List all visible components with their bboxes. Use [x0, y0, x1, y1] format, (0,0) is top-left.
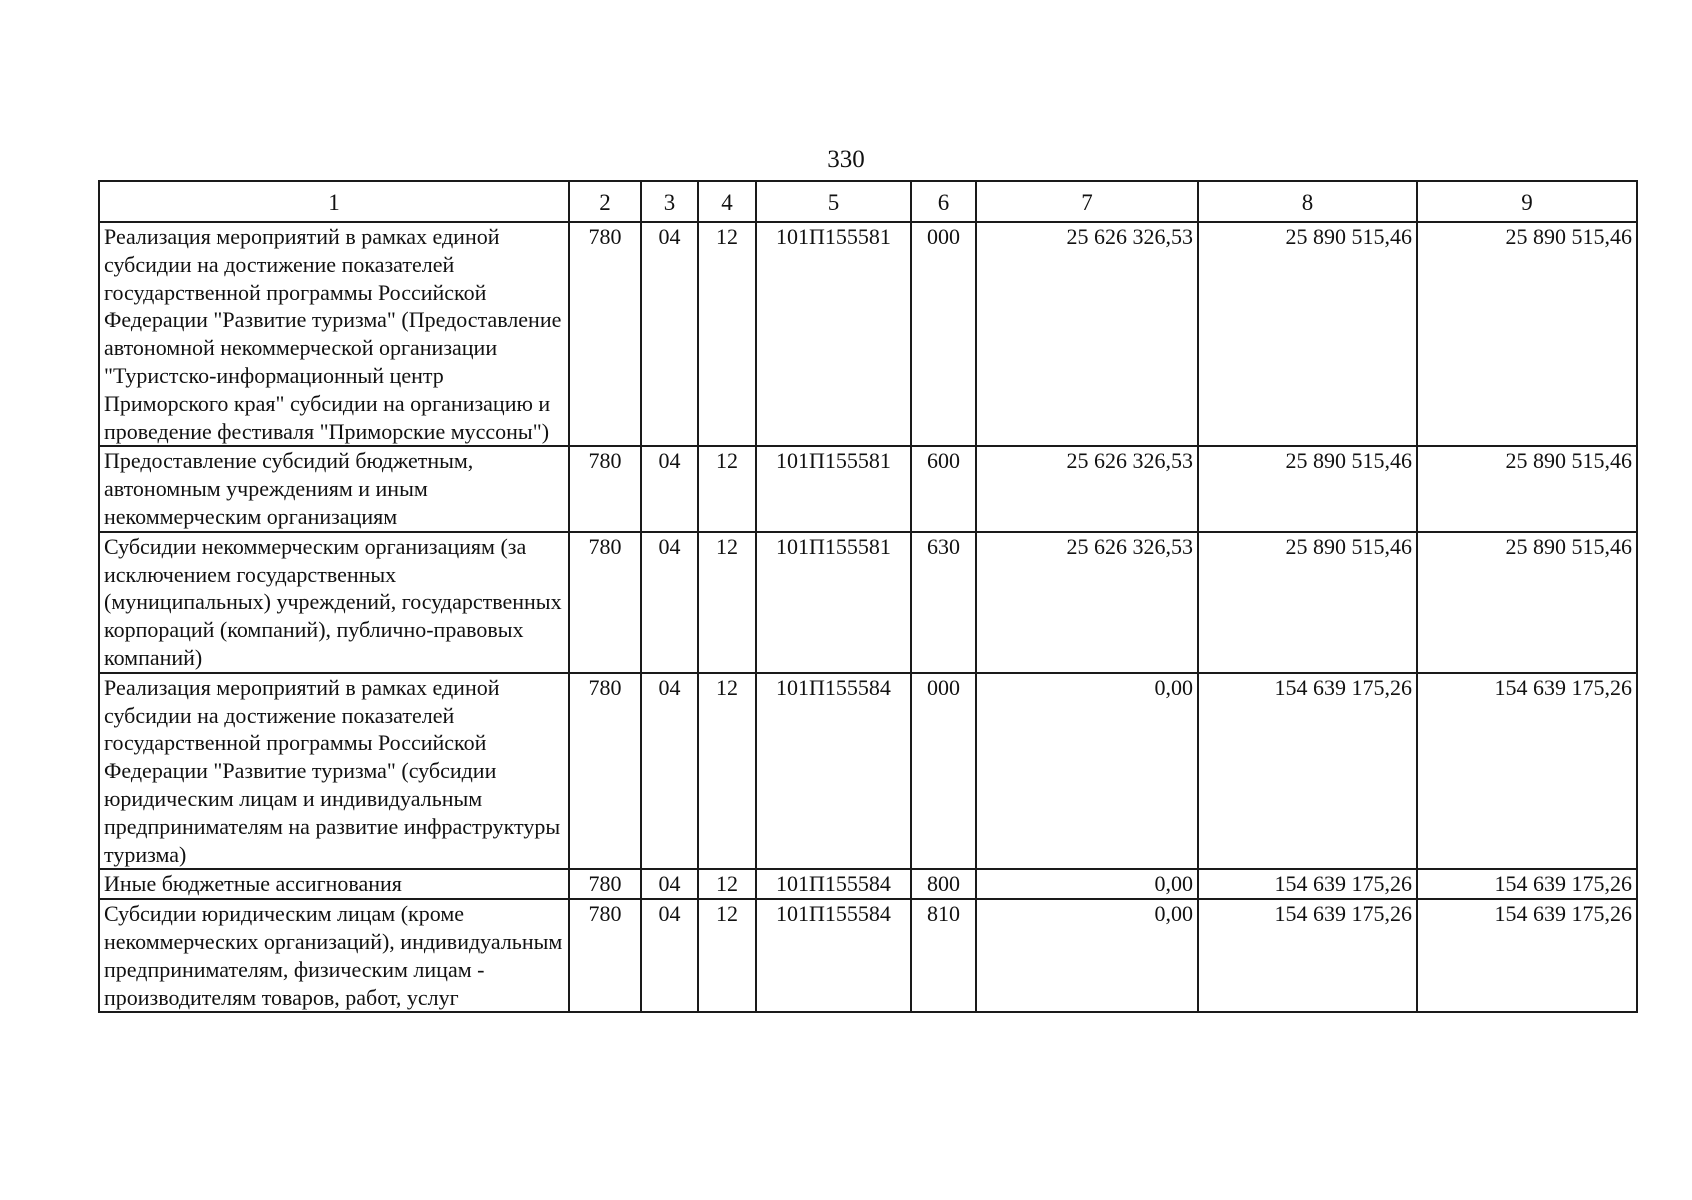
- expense-name-cell: Реализация мероприятий в рамках единой субсидии на достижение показателей государственной программы Российской Федерации "Развитие туризма" (Предоставление автономной некоммерческой организации "Туристско-информационный центр Приморского края" субсидии на организацию и проведение фестиваля "Приморские муссоны"): [99, 222, 569, 446]
- section-code-cell: 04: [641, 532, 698, 673]
- amount-col9-cell: 154 639 175,26: [1417, 899, 1637, 1012]
- amount-col7-cell: 25 626 326,53: [976, 446, 1198, 531]
- amount-col7-cell: 0,00: [976, 673, 1198, 870]
- expense-name-cell: Субсидии юридическим лицам (кроме некоммерческих организаций), индивидуальным предпринимателям, физическим лицам - производителям товаров, работ, услуг: [99, 899, 569, 1012]
- subsection-code-cell: 12: [698, 532, 756, 673]
- expense-type-cell: 000: [911, 673, 976, 870]
- section-code-cell: 04: [641, 673, 698, 870]
- subsection-code-cell: 12: [698, 899, 756, 1012]
- expense-type-cell: 000: [911, 222, 976, 446]
- amount-col9-cell: 25 890 515,46: [1417, 532, 1637, 673]
- table-row: [99, 532, 1637, 673]
- page-number: 330: [827, 146, 865, 173]
- amount-col9-cell: 154 639 175,26: [1417, 869, 1637, 899]
- amount-col8-cell: 25 890 515,46: [1198, 446, 1417, 531]
- amount-col9-cell: 154 639 175,26: [1417, 673, 1637, 870]
- expense-type-cell: 810: [911, 899, 976, 1012]
- ministry-code-cell: 780: [569, 869, 641, 899]
- column-header: 6: [911, 181, 976, 222]
- table-row: [99, 899, 1637, 1012]
- expense-name-cell: Реализация мероприятий в рамках единой субсидии на достижение показателей государственной программы Российской Федерации "Развитие туризма" (субсидии юридическим лицам и индивидуальным предпринимателям на развитие инфраструктуры туризма): [99, 673, 569, 870]
- expense-name-cell: Предоставление субсидий бюджетным, автономным учреждениям и иным некоммерческим организациям: [99, 446, 569, 531]
- subsection-code-cell: 12: [698, 673, 756, 870]
- column-header: 3: [641, 181, 698, 222]
- amount-col9-cell: 25 890 515,46: [1417, 222, 1637, 446]
- column-header: 7: [976, 181, 1198, 222]
- subsection-code-cell: 12: [698, 446, 756, 531]
- section-code-cell: 04: [641, 899, 698, 1012]
- column-header: 5: [756, 181, 911, 222]
- amount-col7-cell: 25 626 326,53: [976, 222, 1198, 446]
- table-row: [99, 222, 1637, 446]
- column-header: 1: [99, 181, 569, 222]
- amount-col8-cell: 25 890 515,46: [1198, 532, 1417, 673]
- amount-col7-cell: 0,00: [976, 899, 1198, 1012]
- expense-type-cell: 600: [911, 446, 976, 531]
- ministry-code-cell: 780: [569, 222, 641, 446]
- section-code-cell: 04: [641, 222, 698, 446]
- expense-name-cell: Иные бюджетные ассигнования: [99, 869, 569, 899]
- subsection-code-cell: 12: [698, 869, 756, 899]
- target-article-cell: 101П155584: [756, 673, 911, 870]
- ministry-code-cell: 780: [569, 673, 641, 870]
- amount-col8-cell: 154 639 175,26: [1198, 869, 1417, 899]
- target-article-cell: 101П155584: [756, 869, 911, 899]
- amount-col8-cell: 154 639 175,26: [1198, 673, 1417, 870]
- section-code-cell: 04: [641, 869, 698, 899]
- target-article-cell: 101П155581: [756, 222, 911, 446]
- amount-col7-cell: 0,00: [976, 869, 1198, 899]
- amount-col8-cell: 154 639 175,26: [1198, 899, 1417, 1012]
- table-row: [99, 673, 1637, 870]
- column-header: 4: [698, 181, 756, 222]
- table-header-row: [99, 181, 1637, 222]
- amount-col9-cell: 25 890 515,46: [1417, 446, 1637, 531]
- column-header: 9: [1417, 181, 1637, 222]
- ministry-code-cell: 780: [569, 532, 641, 673]
- expense-type-cell: 800: [911, 869, 976, 899]
- target-article-cell: 101П155581: [756, 446, 911, 531]
- target-article-cell: 101П155584: [756, 899, 911, 1012]
- table-row: [99, 446, 1637, 531]
- amount-col7-cell: 25 626 326,53: [976, 532, 1198, 673]
- subsection-code-cell: 12: [698, 222, 756, 446]
- table-row: [99, 869, 1637, 899]
- column-header: 8: [1198, 181, 1417, 222]
- ministry-code-cell: 780: [569, 899, 641, 1012]
- amount-col8-cell: 25 890 515,46: [1198, 222, 1417, 446]
- target-article-cell: 101П155581: [756, 532, 911, 673]
- ministry-code-cell: 780: [569, 446, 641, 531]
- budget-table: [98, 180, 1638, 1013]
- expense-name-cell: Субсидии некоммерческим организациям (за исключением государственных (муниципальных) учреждений, государственных корпораций (компаний), публично-правовых компаний): [99, 532, 569, 673]
- section-code-cell: 04: [641, 446, 698, 531]
- expense-type-cell: 630: [911, 532, 976, 673]
- column-header: 2: [569, 181, 641, 222]
